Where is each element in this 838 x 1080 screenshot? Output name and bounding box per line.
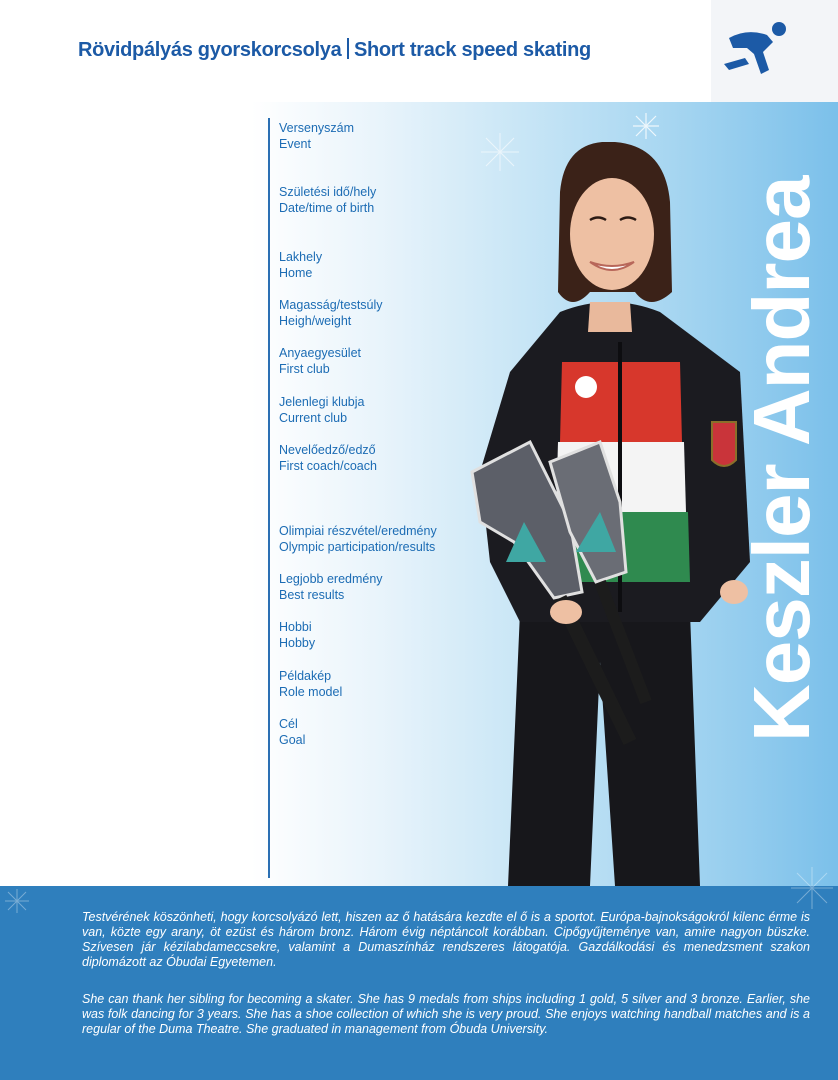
fact-label: Cél Goal <box>279 717 306 747</box>
fact-label: Lakhely Home <box>279 250 323 280</box>
fact-label: Anyaegyesület First club <box>279 346 362 376</box>
athlete-name: Keszler Andrea <box>737 176 826 742</box>
fact-label: Példakép Role model <box>279 669 343 699</box>
column-divider <box>268 118 270 878</box>
profile-panel <box>0 102 838 886</box>
fact-label: Versenyszám Event <box>279 121 355 151</box>
fact-label: Születési idő/hely Date/time of birth <box>279 185 377 215</box>
snowflake-icon <box>790 866 834 910</box>
fact-label: Jelenlegi klubja Current club <box>279 395 365 425</box>
sport-pictogram <box>711 0 838 102</box>
bio-english: She can thank her sibling for becoming a skater. She has 9 medals from ships including 1 gold, 5 silver and 3 bronze. Earlier, she was folk dancing for 3 years. She has a shoe collection of which she is very proud. She enjoys watching handball matches and is a regular of the Duma Theatre. She graduated in management from Óbuda University. <box>82 992 810 1036</box>
title-hungarian: Rövidpályás gyorskorcsolya <box>78 39 342 61</box>
header <box>0 0 838 102</box>
fact-label: Nevelőedző/edző First coach/coach <box>279 443 377 473</box>
fact-label: Olimpiai részvétel/eredmény Olympic participation/results <box>279 524 437 554</box>
snowflake-icon <box>632 112 660 140</box>
fact-label: Magasság/testsúly Heigh/weight <box>279 298 383 328</box>
bio-section <box>0 886 838 1080</box>
title-english: Short track speed skating <box>353 39 591 61</box>
speed-skater-icon <box>723 18 793 80</box>
snowflake-icon <box>4 888 30 914</box>
fact-label: Legjobb eredmény Best results <box>279 572 383 602</box>
bio-hungarian: Testvérének köszönheti, hogy korcsolyázó lett, hiszen az ő hatására kezdte el ő is a sportot. Európa-bajnokságokról kilenc érme is van, közte egy arany, öt ezüst és három bronz. Három évig néptáncolt korábban. Cipőgyűjteménye van, amire nagyon büszke. Szívesen jár kézilabdameccsekre, valamint a Dumaszínház rendszeres látogatója. Gazdálkodási és menedzsment szakon diplomázott az Óbudai Egyetemen. <box>82 910 810 969</box>
title-separator <box>347 38 349 59</box>
page-title <box>78 38 591 62</box>
fact-label: Hobbi Hobby <box>279 620 316 650</box>
